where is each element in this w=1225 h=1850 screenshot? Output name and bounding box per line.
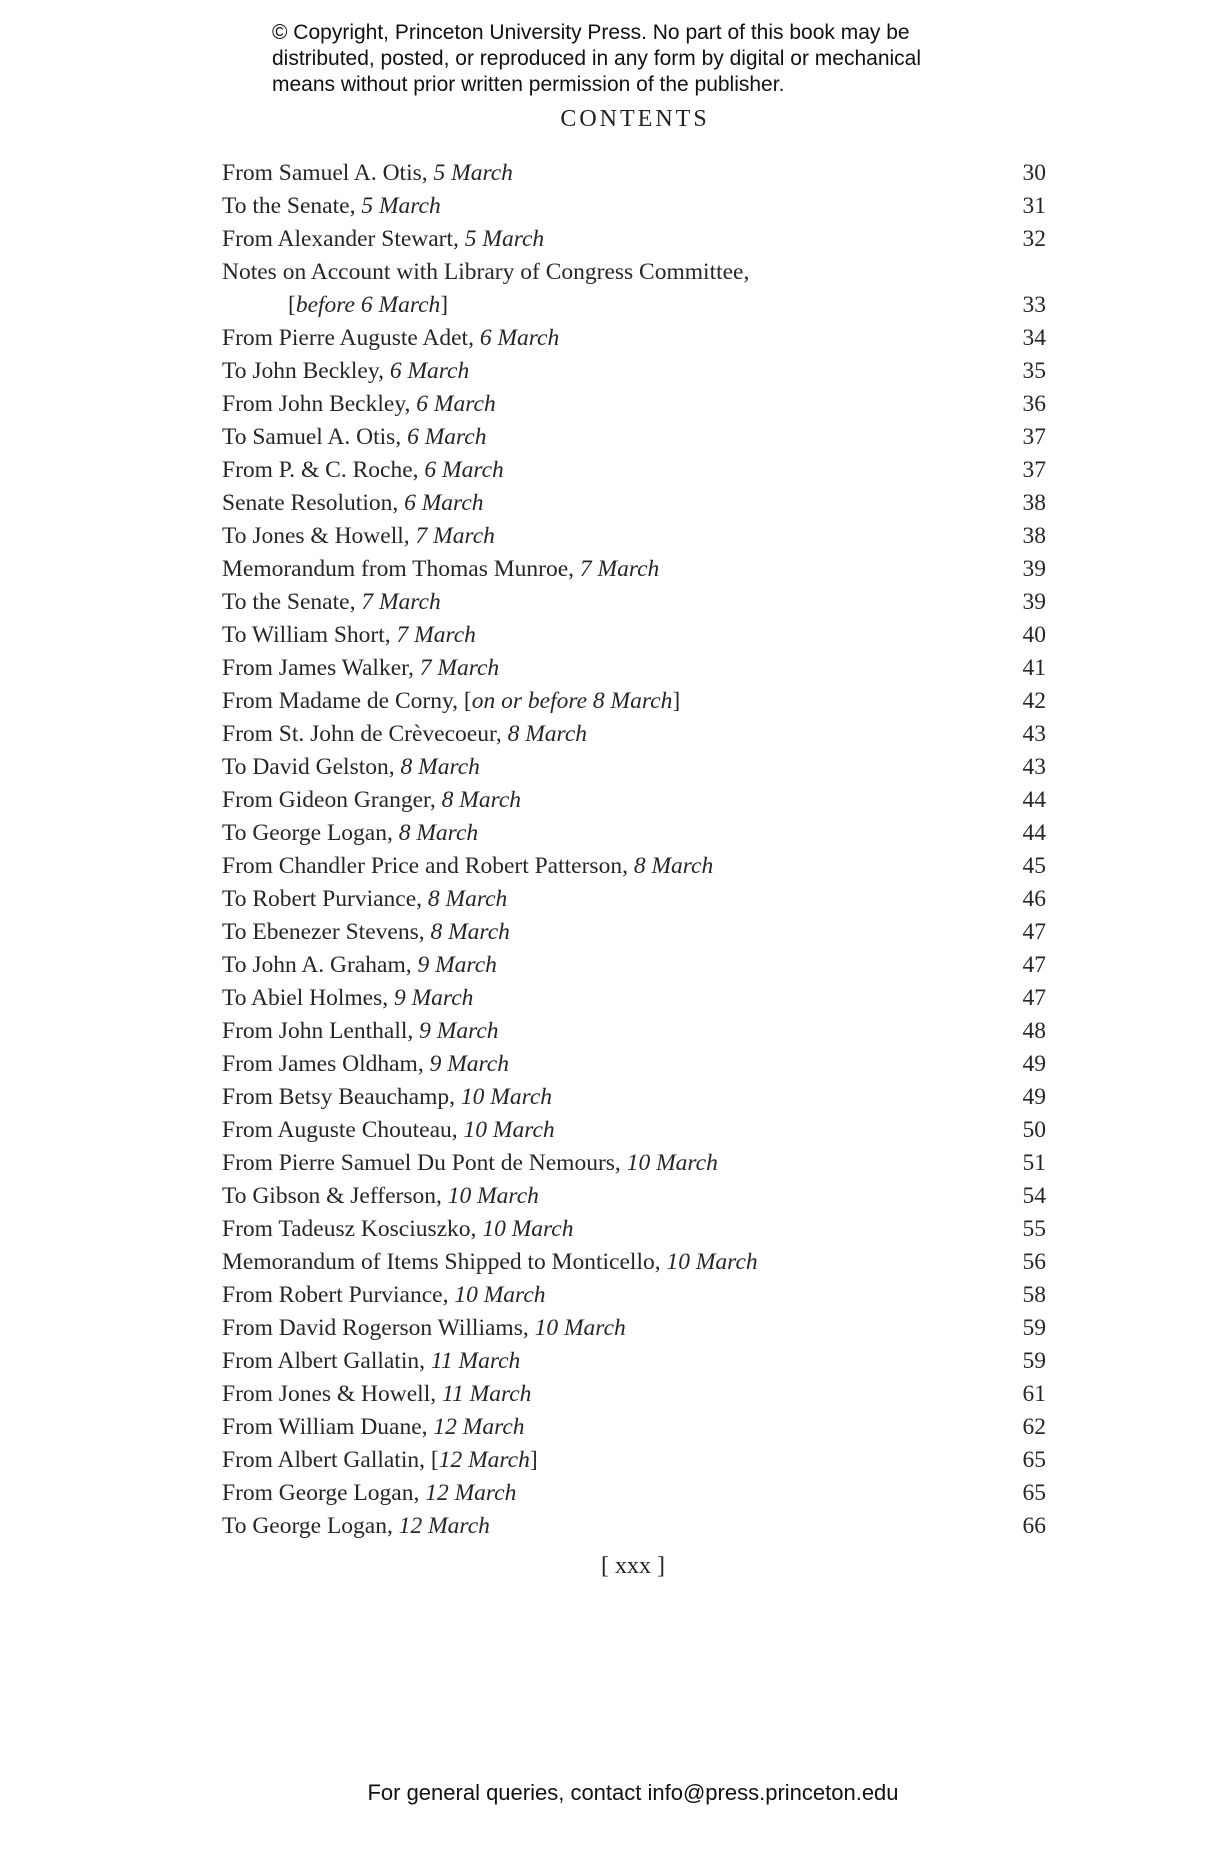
entry-text: From Chandler Price and Robert Patterson, (222, 853, 634, 879)
entry-title (222, 886, 507, 912)
entry-title (222, 721, 587, 747)
entry-date: 7 March (579, 556, 660, 582)
entry-title (222, 1381, 531, 1407)
entry-title (222, 622, 476, 648)
contents-entry (222, 223, 1046, 256)
entry-text: From Pierre Auguste Adet, (222, 325, 480, 351)
copyright-line: distributed, posted, or reproduced in any form by digital or mechanical (272, 47, 922, 70)
contents-entry (222, 916, 1046, 949)
entry-date: before 6 March (295, 292, 441, 318)
entry-date: 10 March (447, 1183, 539, 1209)
entry-page-number: 38 (1022, 490, 1046, 516)
entry-title (222, 1216, 573, 1242)
entry-title (222, 1183, 539, 1209)
entry-page-number: 46 (1022, 886, 1046, 912)
entry-title (222, 1414, 525, 1440)
entry-date: 6 March (424, 457, 504, 483)
entry-bracket: ] (529, 1447, 538, 1473)
copyright-line: © Copyright, Princeton University Press. No part of this book may be (272, 21, 910, 44)
entry-text: From James Oldham, (222, 1051, 430, 1077)
entry-title (222, 325, 559, 351)
entry-title (222, 1480, 516, 1506)
entry-text: To William Short, (222, 622, 397, 648)
contents-list (222, 157, 1046, 1543)
contents-entry (222, 1147, 1046, 1180)
entry-page-number: 33 (1022, 292, 1046, 318)
entry-date: 5 March (464, 226, 545, 252)
entry-page-number: 42 (1022, 688, 1046, 714)
entry-title (222, 853, 713, 879)
footer-contact: For general queries, contact info@press.princeton.edu (367, 1780, 899, 1805)
copyright-line: means without prior written permission of the publisher. (272, 73, 785, 96)
entry-text: From Auguste Chouteau, (222, 1117, 464, 1143)
contents-entry (222, 1081, 1046, 1114)
entry-page-number: 50 (1022, 1117, 1046, 1143)
entry-title (222, 1348, 520, 1374)
contents-entry (222, 1279, 1046, 1312)
contents-entry (222, 520, 1046, 553)
entry-page-number: 49 (1022, 1051, 1046, 1077)
entry-text: To the Senate, (222, 193, 362, 219)
entry-date: 9 March (393, 985, 474, 1011)
entry-date: 11 March (441, 1381, 532, 1407)
copyright-notice (272, 20, 972, 98)
entry-date: 7 March (361, 589, 441, 615)
entry-date: 11 March (430, 1348, 521, 1374)
contents-entry (222, 289, 1046, 322)
entry-date: 7 March (415, 523, 495, 549)
page-number: [ xxx ] (601, 1553, 665, 1579)
contents-entry (222, 1180, 1046, 1213)
contents-entry (222, 1246, 1046, 1279)
contents-entry (222, 1312, 1046, 1345)
entry-page-number: 47 (1022, 919, 1046, 945)
entry-text: To Robert Purviance, (222, 886, 428, 912)
entry-date: 10 March (666, 1249, 758, 1275)
entry-page-number: 43 (1022, 721, 1046, 747)
contents-entry (222, 157, 1046, 190)
entry-page-number: 44 (1022, 820, 1046, 846)
entry-text: From Pierre Samuel Du Pont de Nemours, (222, 1150, 627, 1176)
entry-page-number: 58 (1022, 1282, 1046, 1308)
entry-text: To Gibson & Jefferson, (222, 1183, 448, 1209)
entry-text: From James Walker, (222, 655, 420, 681)
contents-entry (222, 355, 1046, 388)
entry-title (222, 523, 495, 549)
contents-entry (222, 1477, 1046, 1510)
entry-page-number: 66 (1022, 1513, 1046, 1539)
contents-entry (222, 553, 1046, 586)
entry-date: on or before 8 March (471, 688, 673, 714)
entry-date: 6 March (404, 490, 484, 516)
entry-text: To John Beckley, (222, 358, 390, 384)
entry-page-number: 45 (1022, 853, 1046, 879)
page-title: CONTENTS (560, 106, 710, 132)
entry-page-number: 62 (1022, 1414, 1046, 1440)
entry-date: 8 March (441, 787, 522, 813)
entry-page-number: 44 (1022, 787, 1046, 813)
entry-date: 5 March (433, 160, 513, 186)
entry-text: To George Logan, (222, 820, 399, 846)
entry-date: 12 March (425, 1480, 517, 1506)
entry-title (222, 1447, 538, 1473)
entry-text: From Alexander Stewart, (222, 226, 465, 252)
entry-title (222, 1315, 626, 1341)
contents-entry (222, 1510, 1046, 1543)
entry-title (222, 391, 496, 417)
entry-page-number: 56 (1022, 1249, 1046, 1275)
entry-date: 10 March (482, 1216, 574, 1242)
entry-text: From Samuel A. Otis, (222, 160, 434, 186)
entry-page-number: 32 (1022, 226, 1046, 252)
entry-date: 9 March (417, 952, 497, 978)
contents-entry (222, 883, 1046, 916)
entry-title (222, 226, 544, 252)
entry-text: From John Beckley, (222, 391, 417, 417)
entry-text: From Robert Purviance, (222, 1282, 455, 1308)
contents-entry (222, 1378, 1046, 1411)
entry-date: 10 March (534, 1315, 626, 1341)
contents-entry (222, 817, 1046, 850)
entry-page-number: 47 (1022, 952, 1046, 978)
entry-page-number: 37 (1022, 457, 1046, 483)
entry-text: From Gideon Granger, (222, 787, 442, 813)
entry-title (222, 160, 513, 186)
entry-text: To Samuel A. Otis, (222, 424, 408, 450)
contents-entry (222, 685, 1046, 718)
entry-date: 8 March (430, 919, 510, 945)
contents-entry (222, 1114, 1046, 1147)
entry-title (222, 952, 497, 978)
entry-date: 10 March (460, 1084, 553, 1110)
contents-entry (222, 652, 1046, 685)
entry-text: To Ebenezer Stevens, (222, 919, 431, 945)
entry-page-number: 47 (1022, 985, 1046, 1011)
entry-title (222, 259, 749, 285)
entry-title (222, 1150, 718, 1176)
entry-text: To George Logan, (222, 1513, 399, 1539)
entry-title (222, 688, 680, 714)
contents-entry (222, 784, 1046, 817)
entry-text: From Betsy Beauchamp, (222, 1084, 461, 1110)
entry-page-number: 38 (1022, 523, 1046, 549)
contents-entry (222, 190, 1046, 223)
entry-date: 8 March (507, 721, 587, 747)
entry-date: 6 March (479, 325, 560, 351)
entry-text: From William Duane, (222, 1414, 434, 1440)
entry-page-number: 39 (1022, 589, 1046, 615)
entry-page-number: 34 (1022, 325, 1046, 351)
contents-entry (222, 1444, 1046, 1477)
entry-date: 12 March (438, 1447, 530, 1473)
entry-page-number: 65 (1022, 1447, 1046, 1473)
contents-entry (222, 751, 1046, 784)
contents-entry (222, 586, 1046, 619)
entry-page-number: 40 (1022, 622, 1046, 648)
contents-entry (222, 1345, 1046, 1378)
contents-entry (222, 322, 1046, 355)
contents-entry (222, 718, 1046, 751)
entry-date: 8 March (633, 853, 714, 879)
entry-text: To John A. Graham, (222, 952, 418, 978)
entry-title (222, 1051, 509, 1077)
contents-entry (222, 388, 1046, 421)
entry-text: [ (288, 292, 296, 318)
entry-page-number: 65 (1022, 1480, 1046, 1506)
entry-title (222, 1117, 555, 1143)
contents-entry (222, 1048, 1046, 1081)
entry-page-number: 37 (1022, 424, 1046, 450)
contents-entry (222, 1411, 1046, 1444)
entry-text: From Tadeusz Kosciuszko, (222, 1216, 483, 1242)
entry-page-number: 55 (1022, 1216, 1046, 1242)
entry-title (222, 1282, 546, 1308)
entry-page-number: 39 (1022, 556, 1046, 582)
entry-title (222, 193, 441, 219)
entry-title (222, 424, 486, 450)
entry-text: Senate Resolution, (222, 490, 405, 516)
entry-title (222, 358, 469, 384)
entry-title (222, 985, 473, 1011)
entry-date: 6 March (389, 358, 470, 384)
entry-title (222, 919, 510, 945)
entry-text: From David Rogerson Williams, (222, 1315, 535, 1341)
contents-entry (222, 949, 1046, 982)
contents-entry (222, 850, 1046, 883)
entry-text: To David Gelston, (222, 754, 401, 780)
entry-text: From Jones & Howell, (222, 1381, 442, 1407)
entry-text: From John Lenthall, (222, 1018, 420, 1044)
entry-page-number: 54 (1022, 1183, 1046, 1209)
entry-title (222, 820, 478, 846)
entry-date: 7 March (396, 622, 476, 648)
entry-title (222, 589, 441, 615)
entry-title (222, 1018, 499, 1044)
entry-text: Memorandum from Thomas Munroe, (222, 556, 580, 582)
entry-date: 5 March (361, 193, 441, 219)
entry-text: From Albert Gallatin, [ (222, 1447, 439, 1473)
contents-entry (222, 982, 1046, 1015)
entry-date: 7 March (419, 655, 500, 681)
entry-title (222, 556, 659, 582)
entry-date: 12 March (433, 1414, 525, 1440)
entry-text: To Abiel Holmes, (222, 985, 394, 1011)
entry-title (222, 1249, 758, 1275)
entry-date: 10 March (626, 1150, 718, 1176)
entry-date: 8 March (400, 754, 480, 780)
entry-title (222, 1084, 552, 1110)
entry-text: Notes on Account with Library of Congress Committee, (222, 259, 750, 285)
entry-bracket: ] (440, 292, 449, 318)
entry-page-number: 36 (1022, 391, 1046, 417)
entry-title (222, 457, 504, 483)
contents-entry (222, 1213, 1046, 1246)
entry-page-number: 31 (1022, 193, 1046, 219)
entry-page-number: 51 (1022, 1150, 1046, 1176)
entry-page-number: 35 (1022, 358, 1046, 384)
entry-date: 9 March (419, 1018, 499, 1044)
entry-bracket: ] (672, 688, 681, 714)
contents-entry (222, 454, 1046, 487)
contents-entry (222, 1015, 1046, 1048)
entry-text: To Jones & Howell, (222, 523, 416, 549)
entry-page-number: 48 (1022, 1018, 1046, 1044)
entry-title (222, 787, 521, 813)
entry-page-number: 59 (1022, 1315, 1046, 1341)
contents-entry (222, 256, 1046, 289)
entry-date: 6 March (407, 424, 487, 450)
entry-text: From Madame de Corny, [ (222, 688, 472, 714)
contents-entry (222, 619, 1046, 652)
entry-page-number: 43 (1022, 754, 1046, 780)
entry-text: To the Senate, (222, 589, 362, 615)
entry-title (222, 292, 448, 318)
entry-page-number: 49 (1022, 1084, 1046, 1110)
entry-page-number: 59 (1022, 1348, 1046, 1374)
entry-page-number: 61 (1022, 1381, 1046, 1407)
entry-date: 10 March (454, 1282, 546, 1308)
entry-text: Memorandum of Items Shipped to Monticello, (222, 1249, 667, 1275)
entry-text: From P. & C. Roche, (222, 457, 425, 483)
entry-title (222, 655, 499, 681)
entry-title (222, 754, 480, 780)
entry-date: 6 March (416, 391, 496, 417)
entry-date: 8 March (427, 886, 508, 912)
contents-entry (222, 421, 1046, 454)
entry-page-number: 30 (1022, 160, 1046, 186)
entry-title (222, 1513, 490, 1539)
entry-date: 10 March (463, 1117, 555, 1143)
entry-date: 12 March (398, 1513, 490, 1539)
entry-date: 9 March (429, 1051, 509, 1077)
entry-title (222, 490, 484, 516)
entry-text: From George Logan, (222, 1480, 426, 1506)
entry-text: From St. John de Crèvecoeur, (222, 721, 508, 747)
contents-entry (222, 487, 1046, 520)
entry-page-number: 41 (1022, 655, 1046, 681)
entry-date: 8 March (398, 820, 479, 846)
entry-text: From Albert Gallatin, (222, 1348, 431, 1374)
